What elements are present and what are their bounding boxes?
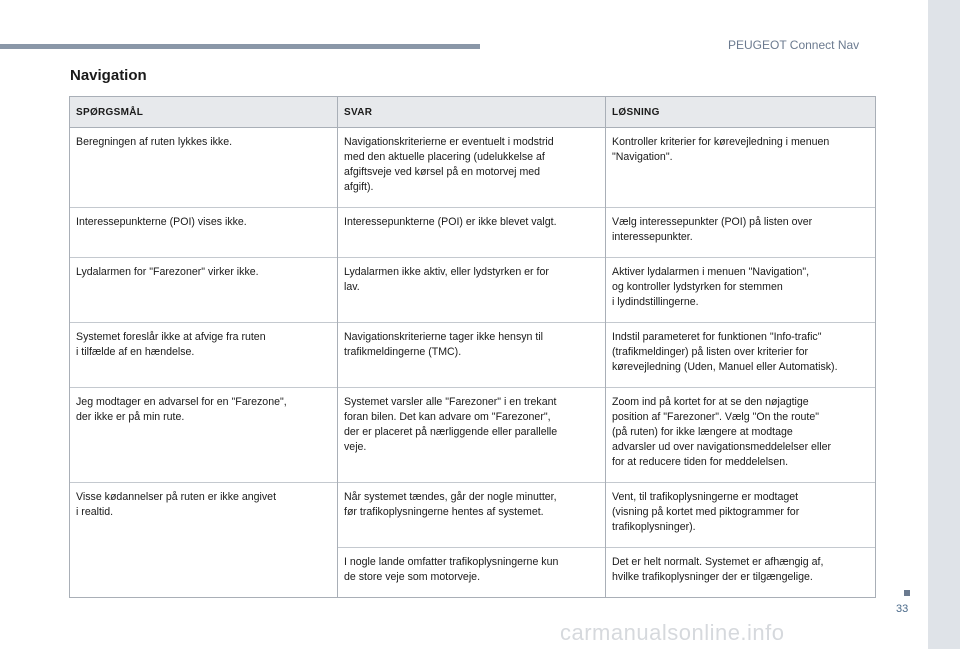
question-cell: Beregningen af ruten lykkes ikke. bbox=[70, 128, 338, 208]
solution-cell: Det er helt normalt. Systemet er afhængig af, hvilke trafikoplysninger der er tilgængelige. bbox=[606, 548, 876, 598]
manual-title: PEUGEOT Connect Nav bbox=[728, 38, 860, 52]
question-cell: Visse kødannelser på ruten er ikke angivet i realtid. bbox=[70, 483, 338, 548]
table-row bbox=[70, 548, 876, 598]
page-marker bbox=[904, 590, 910, 596]
solution-cell: Kontroller kriterier for kørevejledning i menuen "Navigation". bbox=[606, 128, 876, 208]
question-cell-empty bbox=[70, 548, 338, 598]
answer-cell: Interessepunkterne (POI) er ikke blevet valgt. bbox=[338, 208, 606, 258]
answer-cell: Navigationskriterierne er eventuelt i modstrid med den aktuelle placering (udelukkelse af afgiftsveje ved kørsel på en motorvej med afgift). bbox=[338, 128, 606, 208]
answer-cell: Når systemet tændes, går der nogle minutter, før trafikoplysningerne hentes af systemet. bbox=[338, 483, 606, 548]
solution-cell: Aktiver lydalarmen i menuen "Navigation", og kontroller lydstyrken for stemmen i lydindstillingerne. bbox=[606, 258, 876, 323]
column-header-question: SPØRGSMÅL bbox=[70, 97, 338, 128]
question-cell: Lydalarmen for "Farezoner" virker ikke. bbox=[70, 258, 338, 323]
question-cell: Jeg modtager en advarsel for en "Farezone", der ikke er på min rute. bbox=[70, 388, 338, 483]
table-row bbox=[70, 388, 876, 483]
question-cell: Interessepunkterne (POI) vises ikke. bbox=[70, 208, 338, 258]
question-cell: Systemet foreslår ikke at afvige fra ruten i tilfælde af en hændelse. bbox=[70, 323, 338, 388]
page-edge-strip bbox=[928, 0, 960, 649]
solution-cell: Zoom ind på kortet for at se den nøjagtige position af "Farezoner". Vælg "On the route" (på ruten) for ikke længere at modtage advarsler ud over navigationsmeddelelser eller for at reducere tiden for meddelelsen. bbox=[606, 388, 876, 483]
solution-cell: Vælg interessepunkter (POI) på listen over interessepunkter. bbox=[606, 208, 876, 258]
answer-cell: I nogle lande omfatter trafikoplysningerne kun de store veje som motorveje. bbox=[338, 548, 606, 598]
page-number: 33 bbox=[896, 603, 909, 615]
answer-cell: Systemet varsler alle "Farezoner" i en trekant foran bilen. Det kan advare om "Farezoner", der er placeret på nærliggende eller parallelle veje. bbox=[338, 388, 606, 483]
table-row bbox=[70, 208, 876, 258]
solution-cell: Indstil parameteret for funktionen "Info-trafic" (trafikmeldinger) på listen over kriterier for kørevejledning (Uden, Manuel eller Automatisk). bbox=[606, 323, 876, 388]
table-row bbox=[70, 483, 876, 548]
column-header-answer: SVAR bbox=[338, 97, 606, 128]
troubleshooting-table bbox=[69, 96, 876, 598]
watermark: carmanualsonline.info bbox=[560, 620, 785, 645]
table-row bbox=[70, 128, 876, 208]
header-rule bbox=[0, 44, 480, 49]
column-header-solution: LØSNING bbox=[606, 97, 876, 128]
solution-cell: Vent, til trafikoplysningerne er modtaget (visning på kortet med piktogrammer for trafikoplysninger). bbox=[606, 483, 876, 548]
table-row bbox=[70, 323, 876, 388]
answer-cell: Navigationskriterierne tager ikke hensyn til trafikmeldingerne (TMC). bbox=[338, 323, 606, 388]
table-row bbox=[70, 258, 876, 323]
section-title: Navigation bbox=[70, 67, 147, 84]
table-header-row bbox=[70, 97, 876, 128]
answer-cell: Lydalarmen ikke aktiv, eller lydstyrken er for lav. bbox=[338, 258, 606, 323]
